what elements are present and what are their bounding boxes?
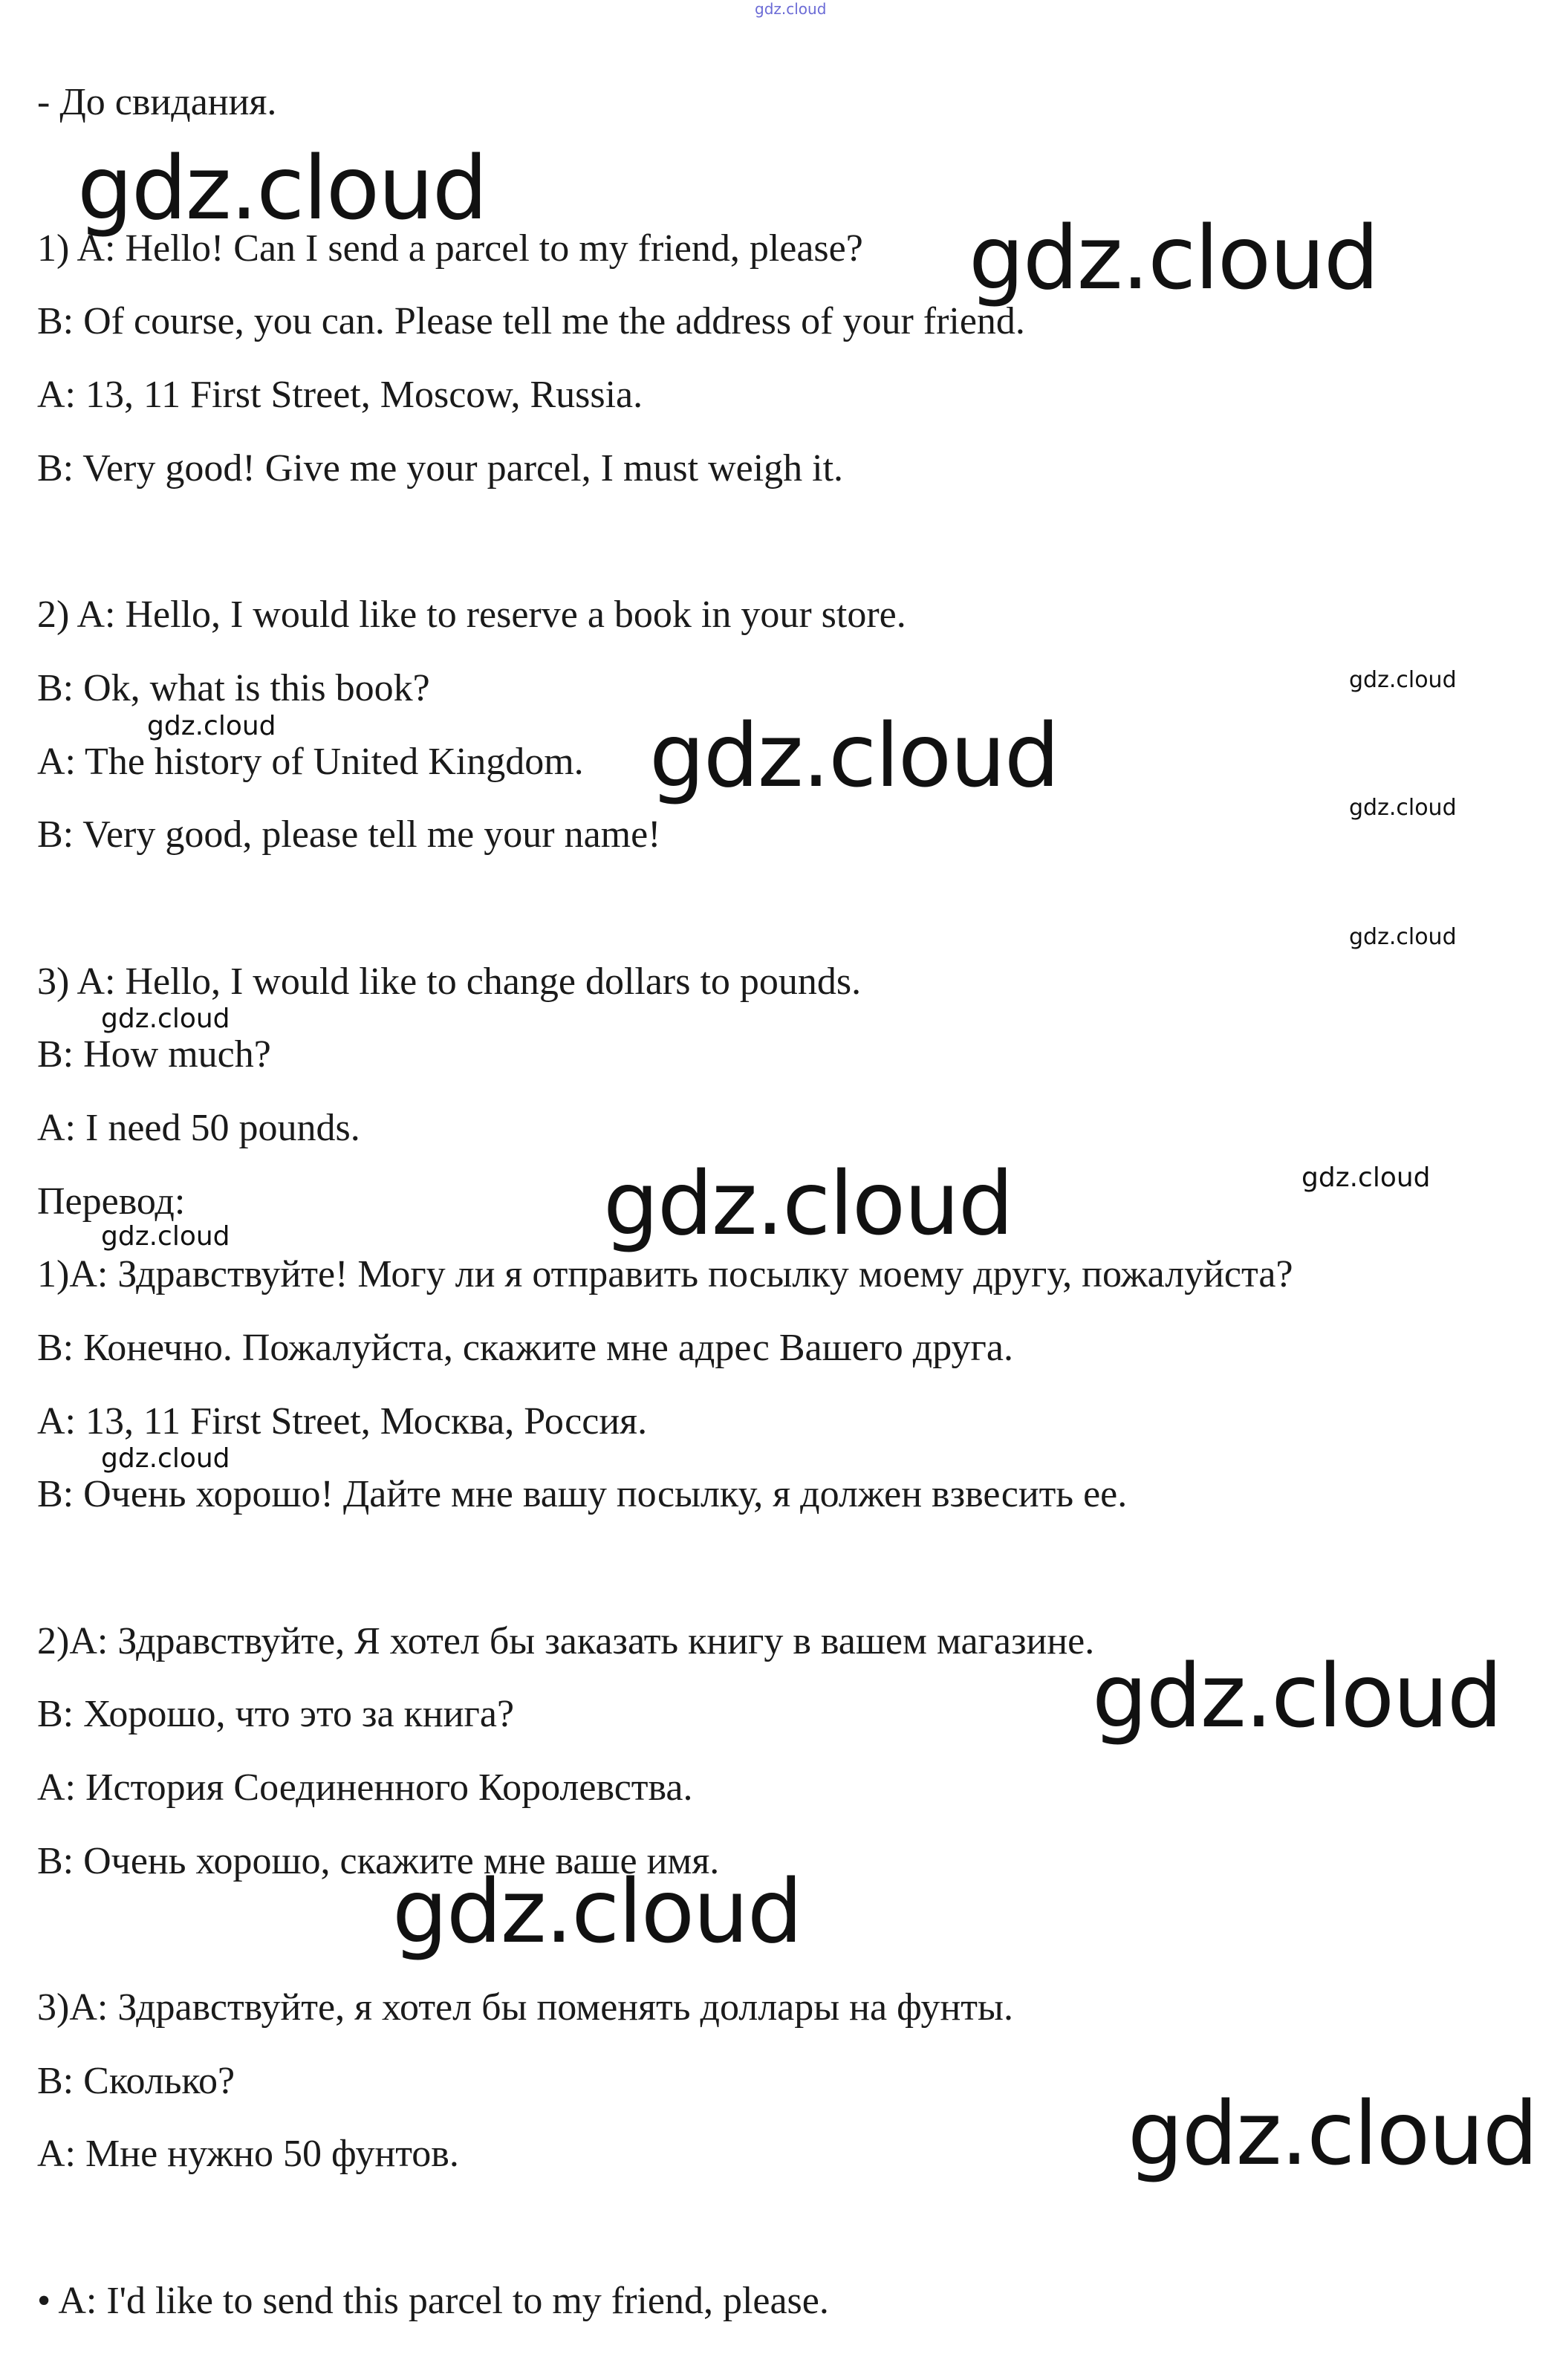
translation2-line-b1: B: Хорошо, что это за книга? [37, 1693, 515, 1735]
watermark-text: gdz.cloud [101, 1443, 230, 1474]
dialog1-line-b2: B: Very good! Give me your parcel, I must weigh it. [37, 447, 844, 490]
watermark-text: gdz.cloud [1349, 795, 1457, 821]
header-watermark: gdz.cloud [755, 0, 827, 18]
translation1-line-a1: 1)A: Здравствуйте! Могу ли я отправить посылку моему другу, пожалуйста? [37, 1253, 1293, 1295]
dialog1-line-b1: B: Of course, you can. Please tell me the address of your friend. [37, 300, 1025, 342]
dialog2-line-a1: 2) A: Hello, I would like to reserve a book in your store. [37, 594, 906, 636]
translation1-line-b1: B: Конечно. Пожалуйста, скажите мне адрес Вашего друга. [37, 1327, 1013, 1369]
dialog1-line-a1: 1) A: Hello! Can I send a parcel to my friend, please? [37, 227, 863, 270]
watermark-text: gdz.cloud [603, 1152, 1013, 1255]
watermark-text: gdz.cloud [1301, 1163, 1431, 1193]
translation3-line-a2: A: Мне нужно 50 фунтов. [37, 2133, 459, 2175]
dialog3-line-a1: 3) A: Hello, I would like to change dollars to pounds. [37, 960, 862, 1003]
translation1-line-a2: A: 13, 11 First Street, Москва, Россия. [37, 1400, 648, 1443]
bullet-line: • A: I'd like to send this parcel to my friend, please. [37, 2280, 829, 2322]
watermark-text: gdz.cloud [77, 137, 487, 239]
watermark-text: gdz.cloud [1349, 667, 1457, 693]
translation2-line-a2: A: История Соединенного Королевства. [37, 1766, 693, 1809]
translation2-line-b2: B: Очень хорошо, скажите мне ваше имя. [37, 1840, 720, 1882]
text-line-goodbye: - До свидания. [37, 81, 277, 123]
translation1-line-b2: B: Очень хорошо! Дайте мне вашу посылку, я должен взвесить ее. [37, 1473, 1128, 1515]
watermark-text: gdz.cloud [1128, 2082, 1537, 2185]
watermark-text: gdz.cloud [101, 1221, 230, 1252]
watermark-text: gdz.cloud [969, 207, 1378, 309]
dialog3-line-a2: A: I need 50 pounds. [37, 1107, 360, 1149]
watermark-text: gdz.cloud [1349, 924, 1457, 950]
watermark-text: gdz.cloud [1092, 1645, 1501, 1747]
watermark-text: gdz.cloud [649, 704, 1059, 807]
translation2-line-a1: 2)A: Здравствуйте, Я хотел бы заказать книгу в вашем магазине. [37, 1620, 1095, 1662]
translation3-line-a1: 3)A: Здравствуйте, я хотел бы поменять доллары на фунты. [37, 1986, 1013, 2029]
translation-heading: Перевод: [37, 1180, 186, 1223]
watermark-text: gdz.cloud [101, 1004, 230, 1034]
dialog2-line-a2: A: The history of United Kingdom. [37, 741, 584, 783]
dialog1-line-a2: A: 13, 11 First Street, Moscow, Russia. [37, 374, 643, 416]
translation3-line-b1: B: Сколько? [37, 2060, 235, 2102]
dialog2-line-b1: B: Ok, what is this book? [37, 667, 430, 709]
dialog2-line-b2: B: Very good, please tell me your name! [37, 813, 661, 856]
dialog3-line-b1: B: How much? [37, 1033, 271, 1076]
watermark-text: gdz.cloud [392, 1860, 802, 1963]
watermark-text: gdz.cloud [147, 711, 276, 741]
